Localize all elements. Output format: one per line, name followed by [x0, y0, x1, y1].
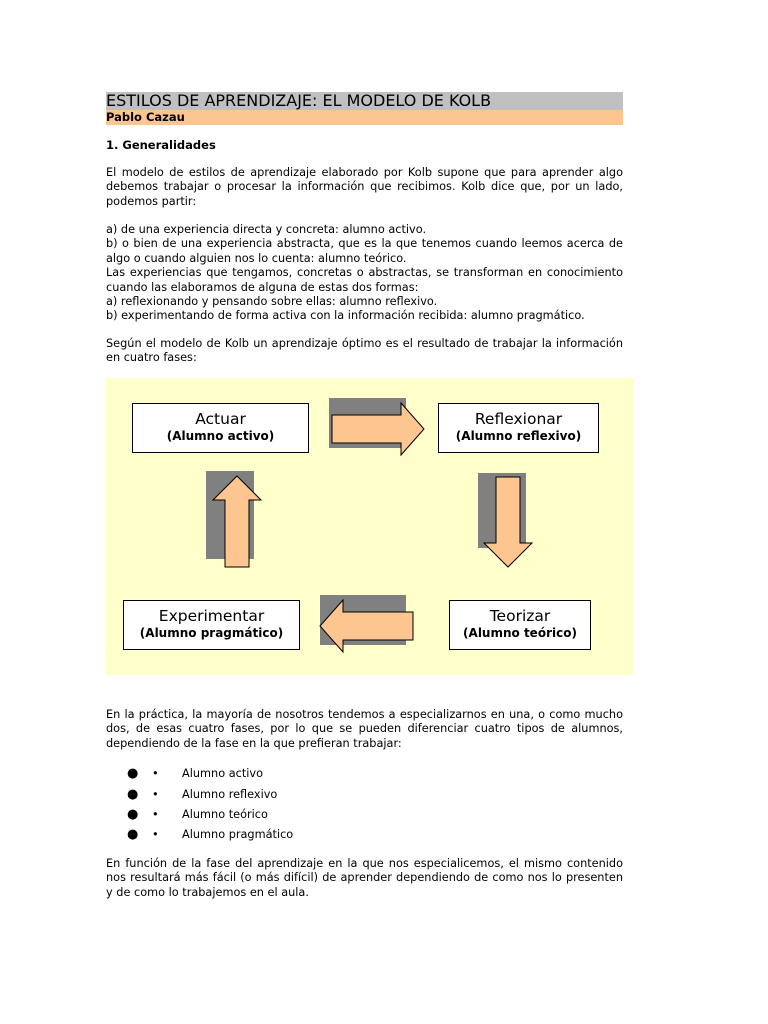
reflexionar-title: Reflexionar [474, 410, 563, 428]
list-item-label: Alumno reflexivo [182, 788, 278, 801]
bullet-icon: ● [127, 827, 139, 842]
paragraph-practice [106, 708, 623, 751]
text-line: Según el modelo de Kolb un aprendizaje óptimo es el resultado de trabajar la información [106, 337, 623, 350]
paragraph-conclusion [106, 857, 623, 900]
reflexionar-box [438, 403, 599, 453]
text-line: a) de una experiencia directa y concreta: alumno activo. [106, 223, 427, 236]
bullet-glyph: • [152, 828, 159, 841]
experimentar-box [123, 600, 300, 650]
text-line: El modelo de estilos de aprendizaje elaborado por Kolb supone que para aprender algo [106, 166, 623, 179]
list-item-label: Alumno activo [182, 767, 263, 780]
text-line: nos resultará más fácil (o más difícil) de aprender dependiendo de como nos lo presenten [106, 871, 623, 885]
document-title: ESTILOS DE APRENDIZAJE: EL MODELO DE KOLB [106, 92, 623, 110]
reflexionar-subtitle: (Alumno reflexivo) [455, 429, 582, 443]
arrow-left-icon [319, 599, 415, 653]
bullet-icon: ● [127, 787, 139, 802]
bullet-glyph: • [152, 808, 159, 821]
section-heading: 1. Generalidades [106, 138, 216, 152]
bullet-glyph: • [152, 767, 159, 780]
actuar-title: Actuar [195, 410, 246, 428]
text-line: Las experiencias que tengamos, concretas o abstractas, se transforman en conocimiento [106, 266, 623, 280]
paragraph-phases [106, 337, 623, 366]
teorizar-box [449, 600, 591, 650]
text-line: b) experimentando de forma activa con la información recibida: alumno pragmático. [106, 309, 585, 323]
teorizar-title: Teorizar [489, 607, 551, 625]
list-item-label: Alumno pragmático [182, 828, 294, 841]
bullet-glyph: • [152, 788, 159, 801]
paragraph-intro [106, 166, 623, 209]
text-line: debemos trabajar o procesar la información que recibimos. Kolb dice que, por un lado, [106, 180, 623, 194]
text-line: b) o bien de una experiencia abstracta, que es la que tenemos cuando leemos acerca de [106, 237, 623, 251]
arrow-up-icon [212, 475, 262, 569]
text-line: en cuatro fases: [106, 351, 197, 365]
kolb-cycle-diagram [106, 378, 634, 675]
teorizar-subtitle: (Alumno teórico) [463, 626, 577, 640]
actuar-subtitle: (Alumno activo) [166, 429, 275, 443]
bullet-icon: ● [127, 766, 139, 781]
arrow-right-icon [331, 402, 426, 456]
experimentar-title: Experimentar [158, 607, 265, 625]
text-line: dependiendo de la fase en la que prefieran trabajar: [106, 736, 402, 750]
experimentar-subtitle: (Alumno pragmático) [139, 626, 284, 640]
list-item-label: Alumno teórico [182, 808, 268, 821]
list-item [106, 807, 506, 823]
bullet-icon: ● [127, 807, 139, 822]
list-item [106, 827, 506, 843]
list-item [106, 787, 506, 803]
text-line: y de como lo trabajemos en el aula. [106, 885, 309, 899]
arrow-down-icon [483, 476, 533, 569]
text-line: algo o cuando alguien nos lo cuenta: alumno teórico. [106, 251, 407, 265]
list-item [106, 766, 506, 782]
paragraph-experiences [106, 223, 623, 324]
text-line: a) reflexionando y pensando sobre ellas: alumno reflexivo. [106, 295, 438, 309]
actuar-box [132, 403, 309, 453]
text-line: dos, de esas cuatro fases, por lo que se pueden diferenciar cuatro tipos de alumnos, [106, 722, 623, 736]
text-line: podemos partir: [106, 194, 197, 208]
text-line: cuando las elaboramos de alguna de estas dos formas: [106, 280, 419, 294]
author-name: Pablo Cazau [106, 110, 623, 125]
text-line: En la práctica, la mayoría de nosotros tendemos a especializarnos en una, o como mucho [106, 708, 623, 721]
text-line: En función de la fase del aprendizaje en la que nos especialicemos, el mismo contenido [106, 857, 623, 870]
